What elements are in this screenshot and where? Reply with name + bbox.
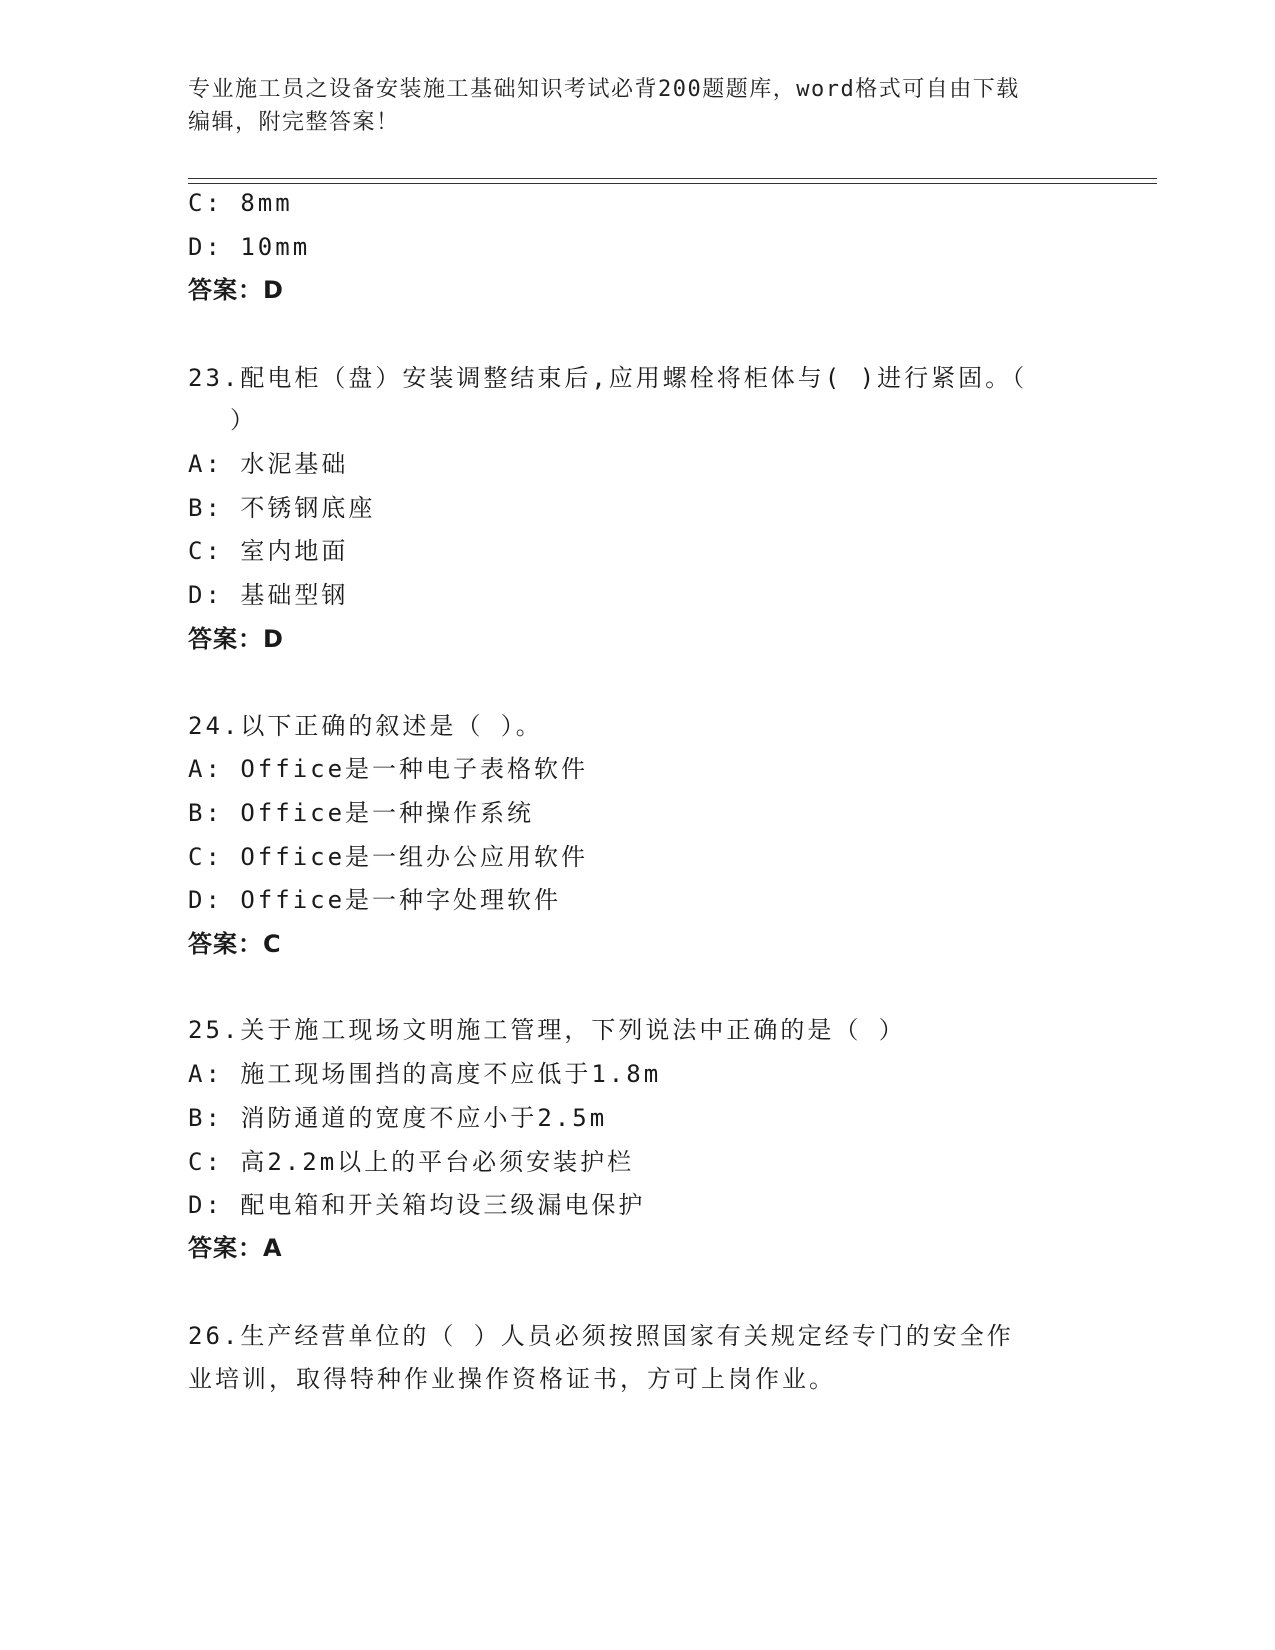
q23-option-c: C: 室内地面 xyxy=(188,537,349,565)
q25-answer: 答案：A xyxy=(188,1234,283,1262)
q22-option-c: C: 8mm xyxy=(188,189,293,217)
q26-stem-line-1: 26.生产经营单位的（ ）人员必须按照国家有关规定经专门的安全作 xyxy=(188,1322,1014,1350)
header-divider xyxy=(188,178,1157,184)
document-header xyxy=(188,73,1068,139)
q25-option-b: B: 消防通道的宽度不应小于2.5m xyxy=(188,1104,608,1132)
q24-option-c: C: Office是一组办公应用软件 xyxy=(188,843,589,871)
q24-option-a: A: Office是一种电子表格软件 xyxy=(188,755,589,783)
q22-answer: 答案：D xyxy=(188,276,284,304)
q26-stem-line-2: 业培训，取得特种作业操作资格证书，方可上岗作业。 xyxy=(188,1365,836,1393)
header-title-line-2: 编辑，附完整答案！ xyxy=(188,110,400,135)
q25-option-a: A: 施工现场围挡的高度不应低于1.8m xyxy=(188,1060,662,1088)
q23-option-b: B: 不锈钢底座 xyxy=(188,494,376,522)
q23-answer: 答案：D xyxy=(188,625,284,653)
q22-option-d: D: 10mm xyxy=(188,233,311,261)
q23-option-d: D: 基础型钢 xyxy=(188,581,349,609)
q25-stem: 25.关于施工现场文明施工管理，下列说法中正确的是（ ） xyxy=(188,1016,906,1044)
q23-stem-line-1: 23.配电柜（盘）安装调整结束后,应用螺栓将柜体与( )进行紧固。（ xyxy=(188,364,1028,392)
q24-stem: 24.以下正确的叙述是（ ）。 xyxy=(188,712,543,740)
q24-option-d: D: Office是一种字处理软件 xyxy=(188,886,562,914)
header-title-line-1: 专业施工员之设备安装施工基础知识考试必背200题题库，word格式可自由下载 xyxy=(188,77,1020,102)
q24-answer: 答案：C xyxy=(188,930,282,958)
q23-stem-line-2: ） xyxy=(230,406,257,434)
q25-option-c: C: 高2.2m以上的平台必须安装护栏 xyxy=(188,1148,635,1176)
q23-option-a: A: 水泥基础 xyxy=(188,450,349,478)
q25-option-d: D: 配电箱和开关箱均设三级漏电保护 xyxy=(188,1191,646,1219)
q24-option-b: B: Office是一种操作系统 xyxy=(188,799,535,827)
